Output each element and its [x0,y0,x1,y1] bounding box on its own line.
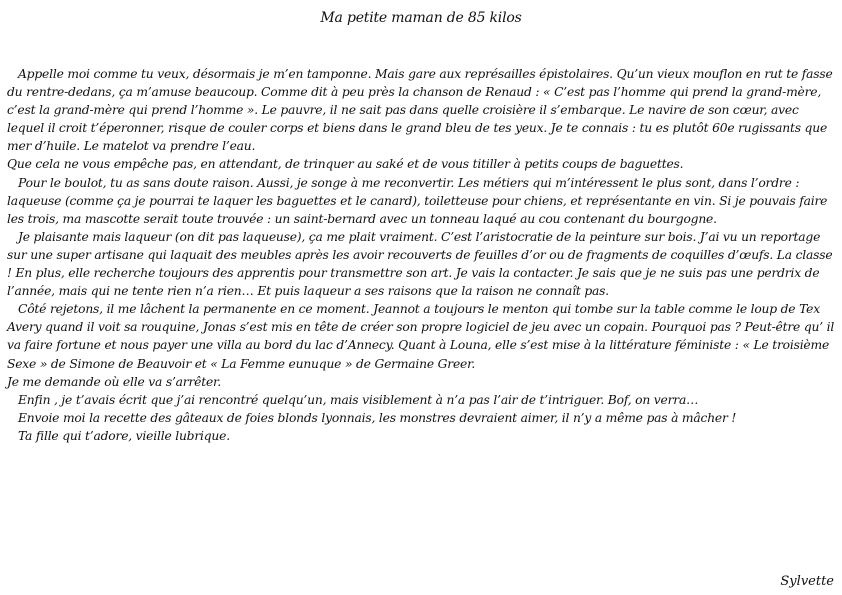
paragraph: Enfin , je t’avais écrit que j’ai rencontré quelqu’un, mais visiblement à n’a pas l’air de t’intriguer. Bof, on verra… [18,392,699,407]
paragraph: Pour le boulot, tu as sans doute raison. Aussi, je songe à me reconvertir. Les métiers qui m’intéressent le plus sont, dans l’ordre : laqueuse (comme ça je pourrai te laquer les baguettes et le canard), toiletteuse pour chiens, et représentante en vin. Si je pouvais faire les trois, ma mascotte serait toute trouvée : un saint-bernard avec un tonneau laqué au cou contenant du bourgogne. [7,175,828,226]
paragraph: Que cela ne vous empêche pas, en attendant, de trinquer au saké et de vous titiller à petits coups de baguettes. [7,157,684,172]
paragraph: Ta fille qui t’adore, vieille lubrique. [18,428,230,443]
letter-body [7,65,835,445]
paragraph: Envoie moi la recette des gâteaux de foies blonds lyonnais, les monstres devraient aimer, il n’y a même pas à mâcher ! [18,410,737,425]
paragraph: Je plaisante mais laqueur (on dit pas laqueuse), ça me plait vraiment. C’est l’aristocratie de la peinture sur bois. J’ai vu un reportage sur une super artisane qui laquait des meubles après les avoir recouverts de feuilles d’or ou de fragments de coquilles d’œufs. La classe ! En plus, elle recherche toujours des apprentis pour transmettre son art. Je vais la contacter. Je sais que je ne suis pas une perdrix de l’année, mais qui ne tente rien n’a rien… Et puis laqueur a ses raisons que la raison ne connaît pas. [7,229,833,299]
paragraph: Côté rejetons, il me lâchent la permanente en ce moment. Jeannot a toujours le menton qui tombe sur la table comme le loup de Tex Avery quand il voit sa rouquine, Jonas s’est mis en tête de créer son propre logiciel de jeu avec un copain. Pourquoi pas ? Peut-être qu’ il va faire fortune et nous payer une villa au bord du lac d’Annecy. Quant à Louna, elle s’est mise à la littérature féministe : « Le troisième Sexe » de Simone de Beauvoir et « La Femme eunuque » de Germaine Greer. [7,302,835,371]
signature: Sylvette [780,574,834,589]
paragraph: Je me demande où elle va s’arrêter. [7,374,222,389]
letter-title: Ma petite maman de 85 kilos [320,10,522,26]
paragraph: Appelle moi comme tu veux, désormais je m’en tamponne. Mais gare aux représailles épistolaires. Qu’un vieux mouflon en rut te fasse du rentre-dedans, ça m’amuse beaucoup. Comme dit à peu près la chanson de Renaud : « C’est pas l’homme qui prend la grand-mère, c’est la grand-mère qui prend l’homme ». Le pauvre, il ne sait pas dans quelle croisière il s’embarque. Le navire de son cœur, avec lequel il croit t’éperonner, risque de couler corps et biens dans le grand bleu de tes yeux. Je te connais : tu es plutôt 60e rugissants que mer d’huile. Le matelot va prendre l’eau. [7,67,833,154]
